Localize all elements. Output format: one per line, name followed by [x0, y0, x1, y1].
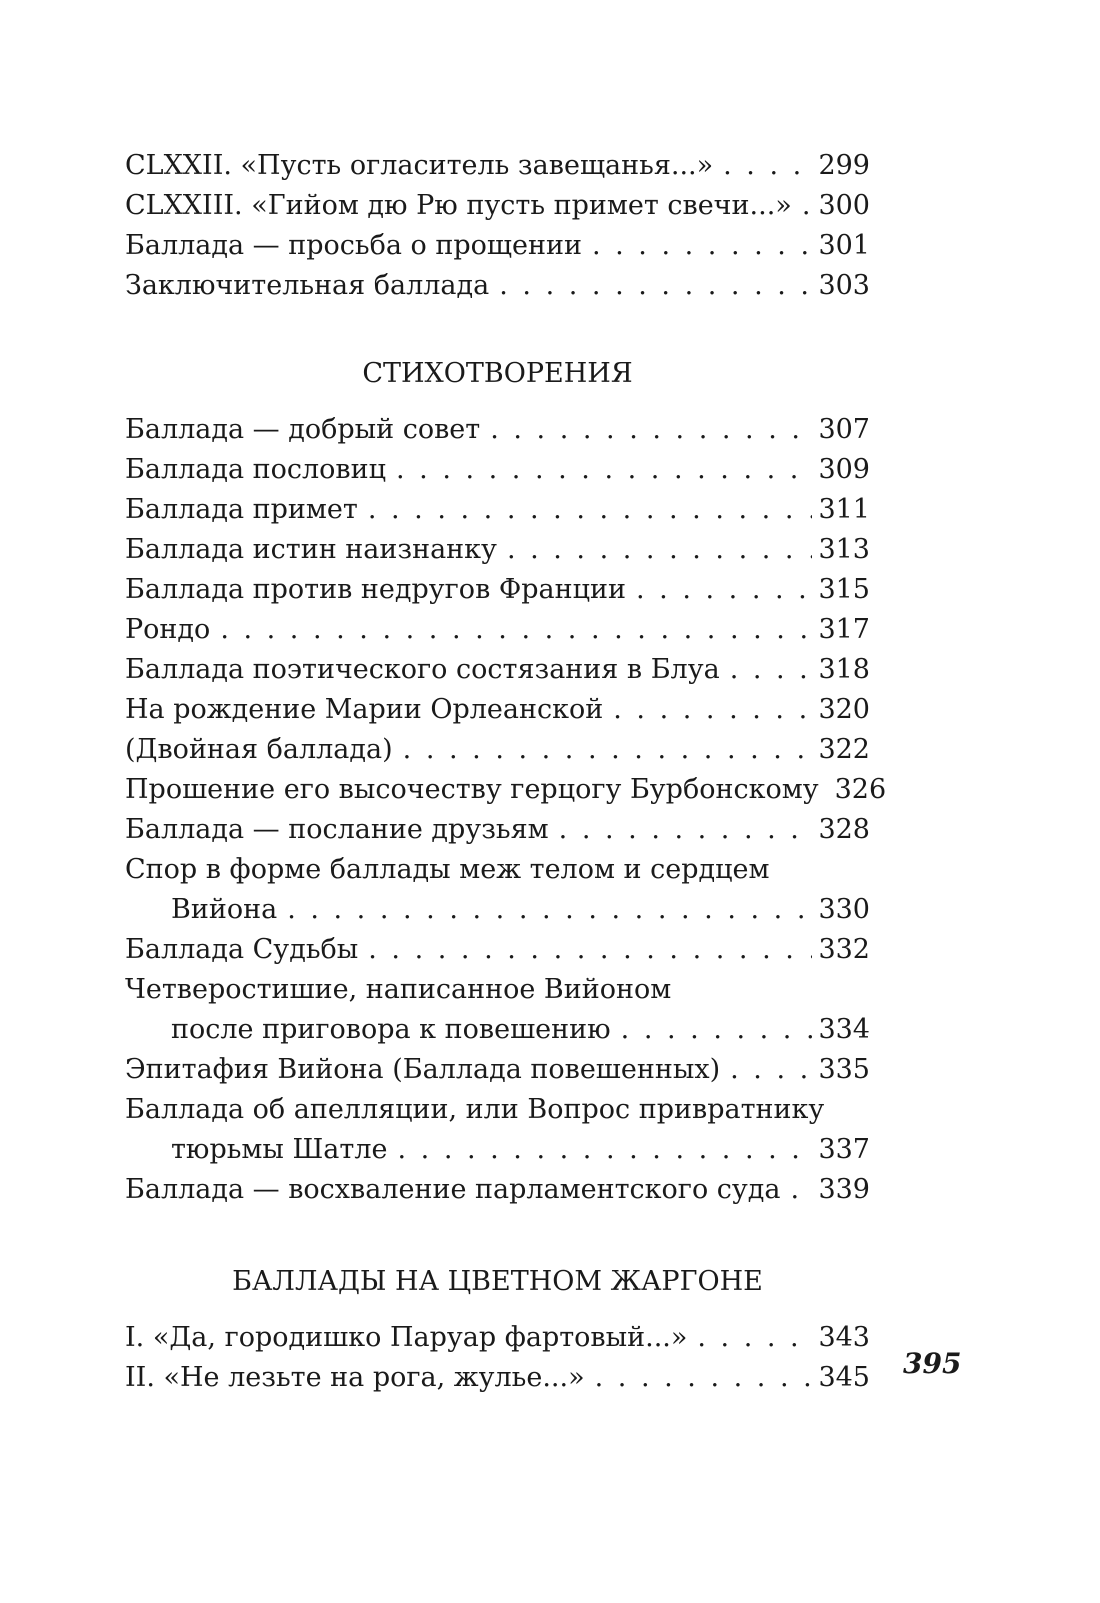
entry-line — [125, 610, 870, 650]
entry-page-number: 317 — [818, 614, 870, 645]
entry-line — [125, 410, 870, 450]
entry-title: Баллада истин наизнанку — [125, 534, 497, 565]
entry-line — [125, 530, 870, 570]
dot-leader — [287, 890, 812, 930]
dot-leader — [220, 610, 812, 650]
dot-leader — [636, 570, 812, 610]
entry-title: Рондо — [125, 614, 211, 645]
dot-leader — [559, 810, 813, 850]
toc-section-testament — [125, 146, 870, 306]
toc-entry — [125, 1318, 870, 1358]
entry-title: Баллада — послание друзьям — [125, 814, 549, 845]
entry-title: Баллада — восхваление парламентского суда — [125, 1174, 781, 1205]
toc-entry — [125, 810, 870, 850]
toc-entry — [125, 650, 870, 690]
dot-leader — [490, 410, 812, 450]
entry-line — [125, 146, 870, 186]
dot-leader — [592, 226, 812, 266]
toc-entry — [125, 1170, 870, 1210]
entry-page-number: 320 — [818, 694, 870, 725]
toc-entry — [125, 226, 870, 266]
entry-line — [125, 226, 870, 266]
toc-page — [125, 146, 887, 1398]
dot-leader — [403, 730, 813, 770]
entry-title: Баллада пословиц — [125, 454, 386, 485]
dot-leader — [397, 1130, 812, 1170]
entry-title: Прошение его высочеству герцогу Бурбонскому — [125, 774, 819, 805]
dot-leader — [723, 146, 812, 186]
entry-title: Баллада Судьбы — [125, 934, 359, 965]
entry-title: Эпитафия Вийона (Баллада повешенных) — [125, 1054, 721, 1085]
toc-entry — [125, 266, 870, 306]
entry-line — [125, 1358, 870, 1398]
entry-line — [125, 690, 870, 730]
entry-line — [125, 890, 870, 930]
entry-page-number: 299 — [818, 150, 870, 181]
toc-entry — [125, 1090, 870, 1170]
entry-line — [125, 1170, 870, 1210]
page-number: 395 — [903, 1347, 962, 1380]
dot-leader — [507, 530, 813, 570]
entry-title: (Двойная баллада) — [125, 734, 393, 765]
entry-page-number: 303 — [818, 270, 870, 301]
dot-leader — [802, 186, 813, 226]
entry-title-continuation: после приговора к повешению — [171, 1014, 611, 1045]
dot-leader — [396, 450, 812, 490]
toc-entry — [125, 930, 870, 970]
toc-entry — [125, 530, 870, 570]
entry-page-number: 300 — [818, 190, 870, 221]
entry-page-number: 337 — [818, 1134, 870, 1165]
entry-page-number: 326 — [834, 774, 887, 805]
section-heading-poems: СТИХОТВОРЕНИЯ — [362, 358, 633, 389]
entry-page-number: 335 — [818, 1054, 870, 1085]
entry-title-continuation: Вийона — [171, 894, 278, 925]
entry-page-number: 313 — [818, 534, 870, 565]
toc-entry — [125, 1050, 870, 1090]
entry-line — [125, 186, 870, 226]
entry-line — [125, 490, 870, 530]
toc-entry — [125, 970, 870, 1050]
entry-page-number: 339 — [818, 1174, 870, 1205]
toc-entry — [125, 690, 870, 730]
entry-page-number: 328 — [818, 814, 870, 845]
entry-line — [125, 930, 870, 970]
entry-line — [125, 1010, 870, 1050]
entry-title: Баллада примет — [125, 494, 358, 525]
entry-line — [125, 650, 870, 690]
entry-line — [125, 810, 870, 850]
entry-page-number: 345 — [818, 1362, 870, 1393]
section-heading-jargon: БАЛЛАДЫ НА ЦВЕТНОМ ЖАРГОНЕ — [232, 1266, 763, 1297]
entry-page-number: 343 — [818, 1322, 870, 1353]
toc-entry — [125, 186, 870, 226]
entry-line — [125, 570, 870, 610]
entry-page-number: 330 — [818, 894, 870, 925]
entry-title-continuation: тюрьмы Шатле — [171, 1134, 388, 1165]
entry-page-number: 332 — [818, 934, 870, 965]
toc-entry — [125, 570, 870, 610]
entry-title: Заключительная баллада — [125, 270, 490, 301]
toc-section-poems — [125, 410, 887, 1210]
entry-title: CLXXII. «Пусть огласитель завещанья...» — [125, 150, 714, 181]
dot-leader — [368, 930, 812, 970]
entry-title: Баллада — добрый совет — [125, 414, 481, 445]
toc-entry — [125, 410, 870, 450]
entry-title: Баллада поэтического состязания в Блуа — [125, 654, 720, 685]
toc-entry — [125, 770, 887, 810]
entry-line — [125, 450, 870, 490]
entry-page-number: 311 — [818, 494, 870, 525]
entry-title: На рождение Марии Орлеанской — [125, 694, 604, 725]
dot-leader — [613, 690, 812, 730]
entry-title: Баллада против недругов Франции — [125, 574, 626, 605]
entry-page-number: 307 — [818, 414, 870, 445]
entry-title: I. «Да, городишко Паруар фартовый...» — [125, 1322, 688, 1353]
toc-entry — [125, 450, 870, 490]
entry-line — [125, 730, 870, 770]
entry-page-number: 322 — [818, 734, 870, 765]
toc-entry — [125, 610, 870, 650]
toc-entry — [125, 850, 870, 930]
entry-page-number: 318 — [818, 654, 870, 685]
toc-section-jargon — [125, 1318, 870, 1398]
entry-title: CLXXIII. «Гийом дю Рю пусть примет свечи...» — [125, 190, 792, 221]
entry-line — [125, 1318, 870, 1358]
entry-page-number: 301 — [818, 230, 870, 261]
entry-line — [125, 1050, 870, 1090]
toc-entry — [125, 1358, 870, 1398]
dot-leader — [621, 1010, 813, 1050]
dot-leader — [730, 1050, 812, 1090]
entry-page-number: 334 — [818, 1014, 870, 1045]
dot-leader — [791, 1170, 813, 1210]
dot-leader — [499, 266, 812, 306]
dot-leader — [697, 1318, 812, 1358]
toc-entry — [125, 730, 870, 770]
entry-title: Четверостишие, написанное Вийоном — [125, 974, 672, 1005]
toc-entry — [125, 490, 870, 530]
dot-leader — [595, 1358, 813, 1398]
toc-entry — [125, 146, 870, 186]
entry-title: II. «Не лезьте на рога, жулье...» — [125, 1362, 585, 1393]
entry-page-number: 309 — [818, 454, 870, 485]
entry-line — [125, 770, 887, 810]
entry-page-number: 315 — [818, 574, 870, 605]
entry-title: Баллада — просьба о прощении — [125, 230, 582, 261]
entry-line — [125, 266, 870, 306]
entry-line — [125, 1130, 870, 1170]
entry-title: Спор в форме баллады меж телом и сердцем — [125, 854, 770, 885]
entry-title: Баллада об апелляции, или Вопрос привратнику — [125, 1094, 825, 1125]
dot-leader — [368, 490, 813, 530]
dot-leader — [730, 650, 813, 690]
